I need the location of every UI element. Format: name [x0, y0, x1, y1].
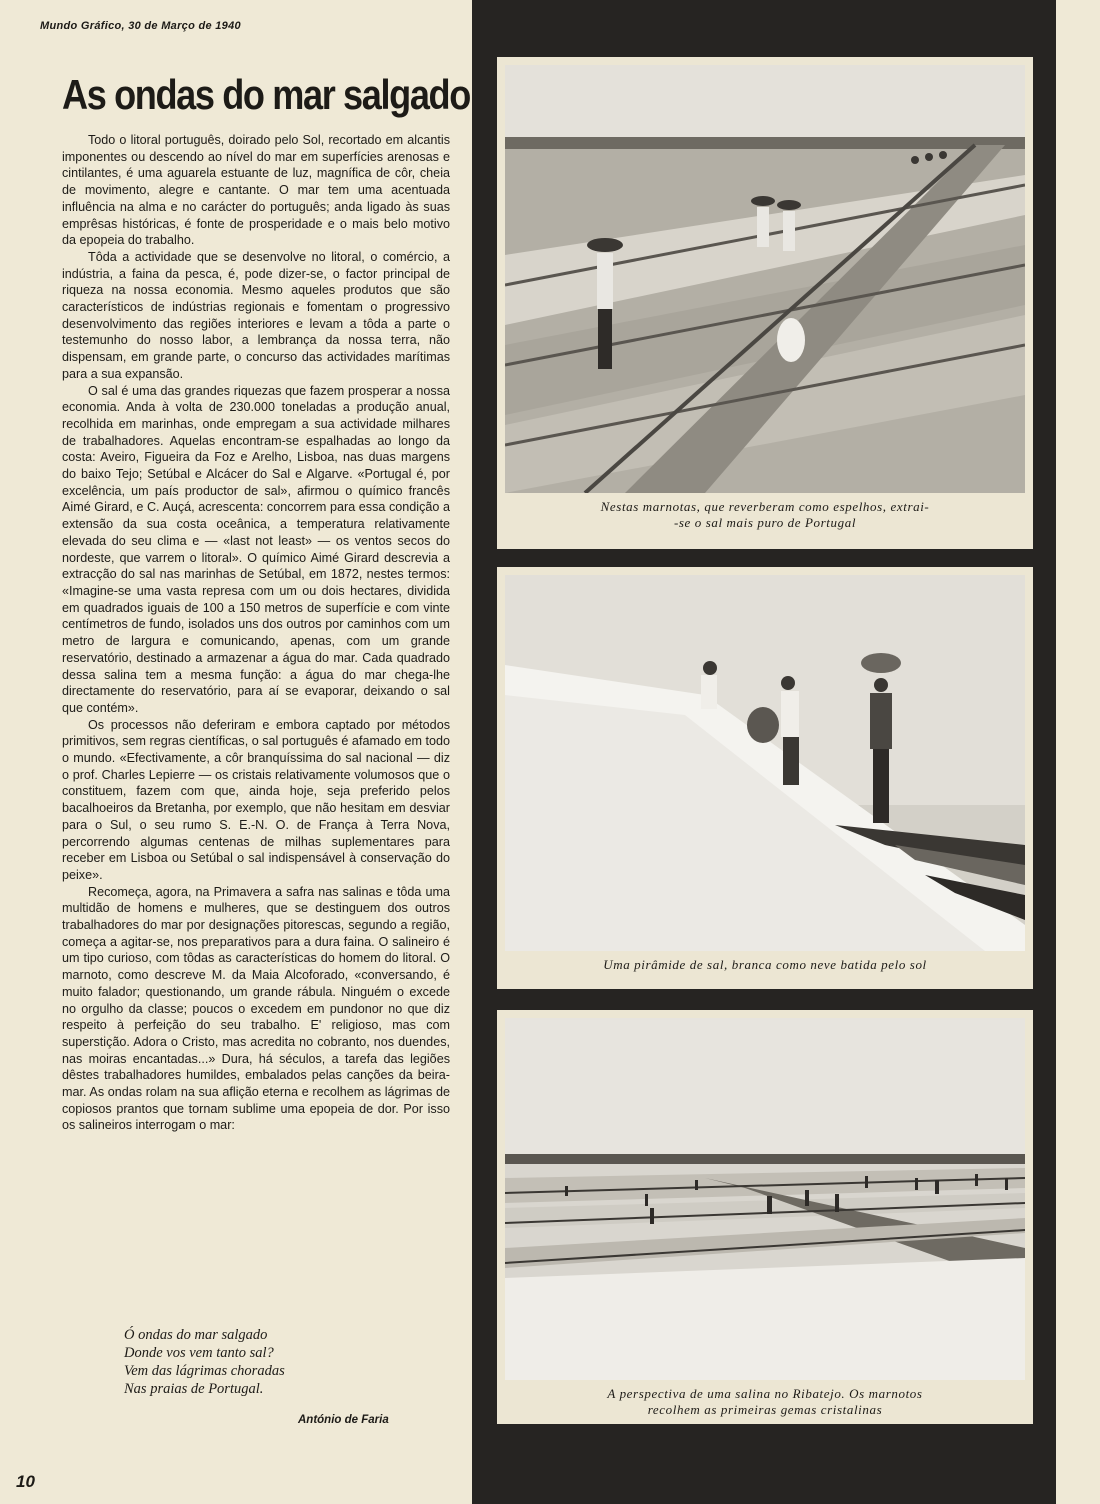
poem-line: Ó ondas do mar salgado [124, 1327, 268, 1343]
poem-verse [124, 1326, 285, 1398]
poem-line: Vem das lágrimas choradas [124, 1363, 285, 1379]
caption-line: A perspectiva de uma salina no Ribatejo. Os marnotos [607, 1386, 923, 1401]
author-signature: António de Faria [298, 1414, 389, 1426]
photo-salt-pans-workers [505, 65, 1025, 493]
caption-line: -se o sal mais puro de Portugal [673, 515, 857, 530]
caption-line: Uma pirâmide de sal, branca como neve batida pelo sol [603, 957, 927, 972]
photo-card-salt-pyramid [497, 567, 1033, 989]
article-paragraph: O sal é uma das grandes riquezas que fazem prosperar a nossa economia. Anda à volta de 230.000 toneladas a produção anual, recolhida em marinhas, onde empregam a sua actividade milhares de trabalhadores. Aquelas encontram-se espalhadas ao longo da costa: Aveiro, Figueira da Foz e Arelho, Lisboa, nas duas margens do baixo Tejo; Setúbal e Alcácer do Sal e Algarve. «Portugal é, por excelência, um país productor de sal», afirmou o químico francês Aimé Girard, e C. Auçá, acrescenta: concorrem para essa condição a extensão da sua costa oceânica, a temperatura relativamente elevada do seu clima e — «last not least» — os ventos secos do nordeste, que varrem o litoral». O químico Aimé Girard descrevia a extracção do sal nas marinhas de Setúbal, em 1872, nestes termos: «Imagine-se uma vasta represa com um ou dois hectares, dividida em quadrados iguais de 100 a 150 metros de superfície e com vinte centímetros de fundo, isolados uns dos outros por caminhos com um metro de largura e comunicando, apenas, com um grande reservatório, destinado a armazenar a água do mar. Cada quadrado dessa salina tem a mesma função: a água do mar chega-lhe directamente do reservatório, para aí se evaporar, deixando o sal que contém». [62, 383, 450, 715]
photo-ribatejo-saline [505, 1018, 1025, 1380]
page-header: Mundo Gráfico, 30 de Março de 1940 [40, 20, 241, 32]
article-paragraph: Os processos não deferiram e embora captado por métodos primitivos, sem regras científicas, o sal português é afamado em todo o mundo. «Efectivamente, a côr branquíssima do sal nacional — diz o prof. Charles Lepierre — os cristais relativamente volumosos que o constituem, fazem com que, ainda hoje, seja preferido pelos bacalhoeiros da Bretanha, por exemplo, que não hesitam em desviar para o Sul, o seu rumo S. E.-N. O. de França à Terra Nova, percorrendo algumas centenas de milhas suplementares para receber em Lisboa ou Setúbal o sal indispensável à conservação do peixe». [62, 717, 450, 882]
poem-line: Donde vos vem tanto sal? [124, 1345, 274, 1361]
poem-line: Nas praias de Portugal. [124, 1381, 264, 1397]
article-headline: As ondas do mar salgado [62, 71, 470, 118]
page-number: 10 [16, 1472, 35, 1491]
photo-card-salt-pans [497, 57, 1033, 549]
photo-caption [505, 957, 1025, 973]
photo-card-ribatejo-saline [497, 1010, 1033, 1424]
caption-line: recolhem as primeiras gemas cristalinas [647, 1402, 883, 1417]
article-paragraph: Recomeça, agora, na Primavera a safra nas salinas e tôda uma multidão de homens e mulheres, que se destinguem dos outros trabalhadores do mar por designações pitorescas, segundo a região, começa a agitar-se, nos preparativos para a dura faina. O salineiro é um tipo curioso, com tôdas as características do homem do litoral. O marnoto, como descreve M. da Maia Alcoforado, «conversando, é muito falador; questionando, um grande rábula. Ninguém o excede no orgulho da classe; poucos o excedem em pundonor no que diz respeito à perfeição do seu trabalho. E' religioso, mas com superstição. Adora o Cristo, mas acredita no cobranto, nos duendes, nas moiras encantadas...» Dura, há séculos, a tarefa das legiões dêstes trabalhadores humildes, embalados pelas canções da beira-mar. As ondas rolam na sua aflição eterna e recolhem as lágrimas de copiosos prantos que tornam sublime uma epopeia de dor. Por isso os salineiros interrogam o mar: [62, 884, 450, 1133]
photo-salt-pyramid [505, 575, 1025, 951]
photo-caption [505, 1386, 1025, 1418]
article-paragraph: Tôda a actividade que se desenvolve no litoral, o comércio, a indústria, a faina da pesca, é, pode dizer-se, o factor principal de riqueza na nossa economia. Mesmo aqueles produtos que são característicos de indústrias regionais e fomentam o progressivo desenvolvimento das regiões interiores e levam a tôda a parte o testemunho do nosso labor, a lembrança da nossa terra, não dispensam, em grande parte, o concurso das actividades marítimas para a sua expansão. [62, 249, 450, 381]
article-body [62, 132, 450, 1134]
page-edge [1056, 0, 1100, 1504]
article-paragraph: Todo o litoral português, doirado pelo Sol, recortado em alcantis imponentes ou descendo ao nível do mar em superfícies arenosas e cintilantes, é uma aguarela estuante de luz, magnífica de côr, cheia de movimento, alegre e cantante. O mar tem uma acentuada influência na alma e no carácter do português; anda ligado às suas emprêsas históricas, é fonte de prosperidade e o mais belo motivo da epopeia do trabalho. [62, 133, 450, 248]
caption-line: Nestas marnotas, que reverberam como espelhos, extrai- [600, 499, 930, 514]
photo-caption [505, 499, 1025, 531]
